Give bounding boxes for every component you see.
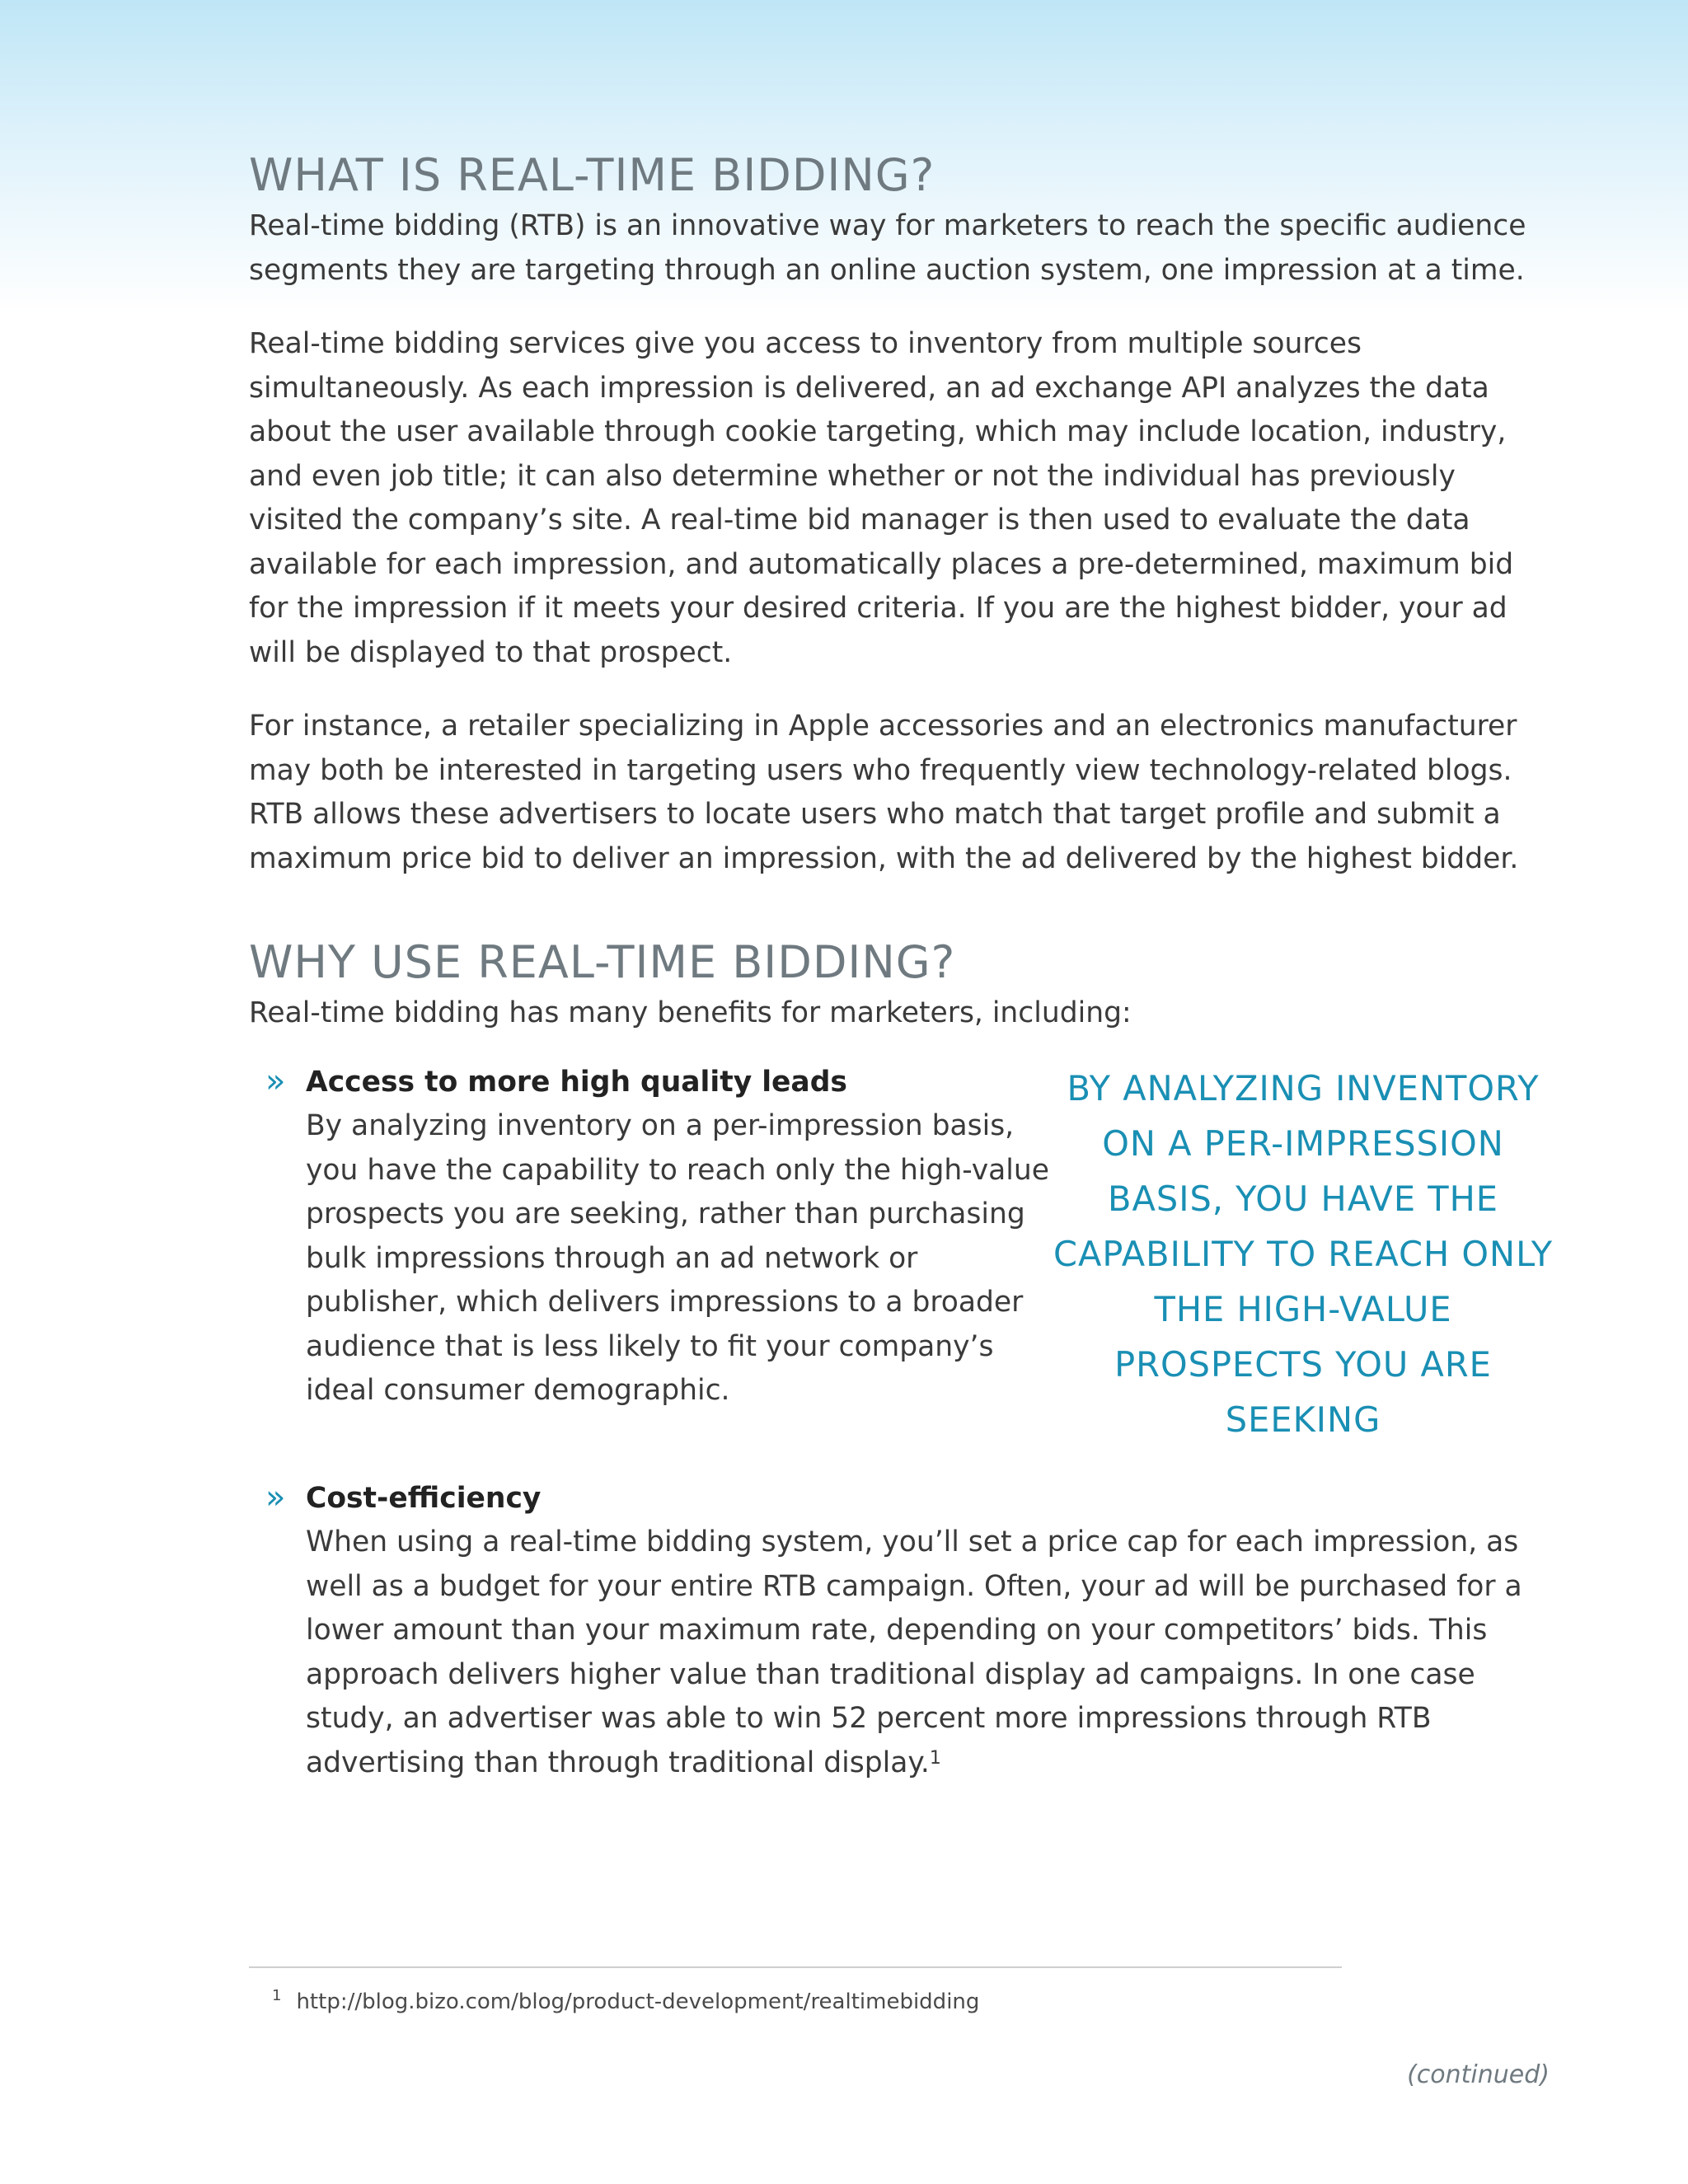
benefit-item-cost-efficiency — [249, 1477, 1551, 1786]
pull-quote: BY ANALYZING INVENTORY ON A PER-IMPRESSION BASIS, YOU HAVE THE CAPABILITY TO REACH ONLY THE HIGH-VALUE PROSPECTS YOU ARE SEEKING — [1053, 1067, 1554, 1440]
paragraph-benefits-intro: Real-time bidding has many benefits for marketers, including: — [249, 996, 1132, 1029]
benefit-row-leads — [249, 1061, 1554, 1447]
section-heading-what-is-rtb: WHAT IS REAL-TIME BIDDING? — [249, 149, 935, 201]
paragraph-rtb-example: For instance, a retailer specializing in Apple accessories and an electronics manufacturer may both be interested in targeting users who frequently view technology-related blogs. RTB allows these advertisers to locate users who match that target profile and submit a maximum price bid to deliver an impression, with the ad delivered by the highest bidder. — [249, 710, 1519, 875]
chevron-right-icon: » — [265, 1062, 286, 1100]
chevron-right-icon: » — [265, 1478, 286, 1516]
paragraph-rtb-services: Real-time bidding services give you access to inventory from multiple sources simultaneously. As each impression is delivered, an ad exchange API analyzes the data about the user available through cookie targeting, which may include location, industry, and even job title; it can also determine whether or not the individual has previously visited the company’s site. A real-time bid manager is then used to evaluate the data available for each impression, and automatically places a pre-determined, maximum bid for the impression if it meets your desired criteria. If you are the highest bidder, your ad will be displayed to that prospect. — [249, 327, 1514, 669]
section-why-use-rtb — [249, 934, 1554, 1785]
benefit-title-cost-efficiency: Cost-efficiency — [306, 1481, 542, 1515]
section-what-is-rtb — [249, 147, 1551, 881]
benefit-item-leads — [249, 1061, 1052, 1413]
benefit-text-cost-efficiency-body: When using a real-time bidding system, you’ll set a price cap for each impression, as well as a budget for your entire RTB campaign. Often, your ad will be purchased for a lower amount than your maximum rate, depending on your competitors’ bids. This approach delivers higher value than traditional display ad campaigns. In one case study, an advertiser was able to win 52 percent more impressions through RTB advertising than through traditional display. — [306, 1526, 1522, 1779]
benefit-title-leads: Access to more high quality leads — [306, 1065, 847, 1099]
document-body — [249, 147, 1554, 1785]
section-heading-why-use-rtb: WHY USE REAL-TIME BIDDING? — [249, 936, 956, 988]
footnote-divider — [249, 1966, 1342, 1968]
paragraph-rtb-definition: Real-time bidding (RTB) is an innovative way for marketers to reach the specific audience segments they are targeting through an online auction system, one impression at a time. — [249, 209, 1526, 287]
footnote-reference: 1 — [929, 1747, 941, 1769]
footnote — [272, 1988, 979, 2018]
footnote-number: 1 — [272, 1987, 282, 2004]
continued-label: (continued) — [1407, 2060, 1550, 2089]
benefit-text-leads: By analyzing inventory on a per-impression basis, you have the capability to reach only the high-value prospects you are seeking, rather than purchasing bulk impressions through an ad network or publisher, which delivers impressions to a broader audience that is less likely to fit your company’s ideal consumer demographic. — [306, 1109, 1049, 1407]
benefit-text-cost-efficiency — [306, 1521, 1551, 1785]
footnote-link[interactable]: http://blog.bizo.com/blog/product-development/realtimebidding — [296, 1990, 980, 2014]
